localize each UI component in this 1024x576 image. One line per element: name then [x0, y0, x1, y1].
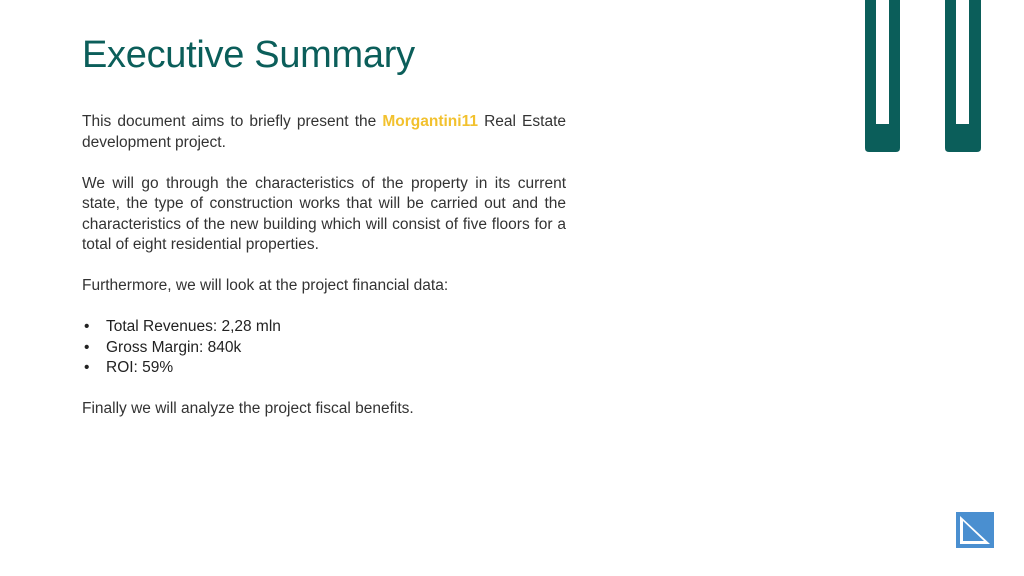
twin-u-bars-icon — [861, 0, 985, 154]
financial-intro-paragraph: Furthermore, we will look at the project financial data: — [82, 277, 449, 294]
characteristics-paragraph: We will go through the characteristics of the property in its current state, the type of construction works that will be carried out and the characteristics of the new building which will consist of five floors for a total of eight residential properties. — [82, 174, 566, 253]
closing-paragraph: Finally we will analyze the project fiscal benefits. — [82, 400, 414, 417]
project-name-highlight: Morgantini11 — [382, 113, 478, 130]
financial-data-list — [82, 317, 566, 379]
intro-paragraph — [82, 112, 566, 153]
list-item-gross-margin: • Gross Margin: 840k — [82, 338, 566, 359]
slide-title: Executive Summary — [82, 34, 415, 76]
slide-body — [82, 112, 566, 440]
blue-triangle-logo-icon — [956, 512, 994, 548]
intro-text-after: Real Estate development project. — [82, 113, 567, 151]
list-item-total-revenues: • Total Revenues: 2,28 mln — [82, 317, 566, 338]
intro-text-before: This document aims to briefly present the — [82, 113, 383, 130]
list-item-roi: • ROI: 59% — [82, 358, 566, 379]
